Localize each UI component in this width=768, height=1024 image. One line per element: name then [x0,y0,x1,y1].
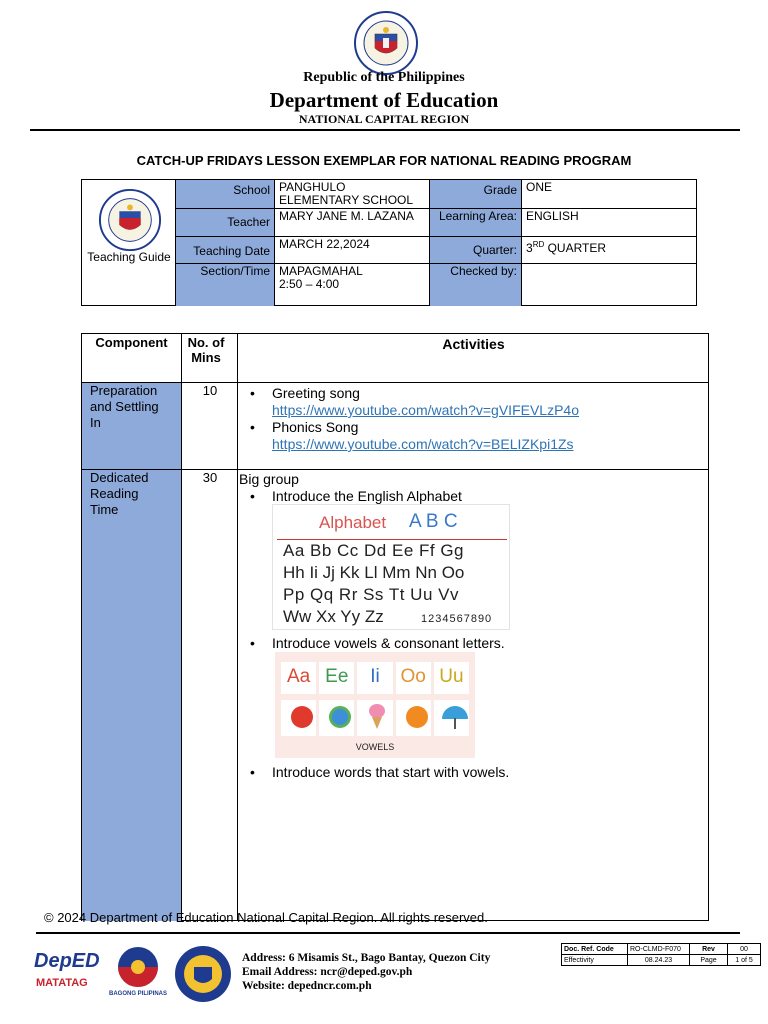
teacher-label: Teacher [176,209,275,237]
teacher-value: MARY JANE M. LAZANA [275,209,430,237]
alphabet-row: Ww Xx Yy Zz [283,607,384,626]
column-divider [237,334,238,921]
alphabet-row: Aa Bb Cc Dd Ee Ff Gg [283,541,465,560]
deped-ncr-seal-icon [174,945,232,1003]
effectivity-label: Effectivity [562,955,628,966]
deped-logo-text: DepED [34,950,100,972]
teaching-guide-logo-cell [82,180,176,306]
row-divider [82,469,709,470]
republic-heading: Republic of the Philippines [303,70,465,85]
matatag-logo-text: MATATAG [36,977,88,989]
bagong-pilipinas-logo [107,946,169,1002]
mins-reading-time: 30 [202,470,218,485]
activity-greeting-song: • Greeting song [272,385,360,402]
activities-header: Activities [442,336,505,352]
grade-value: ONE [522,180,697,209]
umbrella-icon [434,700,469,736]
column-divider [181,334,182,921]
row-divider [82,382,709,383]
quarter-number: 3 [526,241,533,255]
rev-value: 00 [728,944,760,955]
school-value: PANGHULO ELEMENTARY SCHOOL [275,180,430,209]
vowel-card: Uu [434,662,469,694]
quarter-value [522,237,697,264]
time-value: 2:50 – 4:00 [279,277,340,291]
component-header: Component [95,335,168,350]
section-time-value [275,264,430,306]
guide-line [277,539,507,540]
component-reading-time: Dedicated Reading Time [90,470,149,517]
footer-address: Address: 6 Misamis St., Bago Bantay, Quezon City [242,952,491,964]
school-label: School [176,180,275,209]
learning-area-label: Learning Area: [430,209,522,237]
quarter-text: QUARTER [544,241,607,255]
bagong-pilipinas-icon [117,946,159,988]
checked-by-label: Checked by: [430,264,522,306]
greeting-song-link[interactable]: https://www.youtube.com/watch?v=gVIFEVLzP4o [272,402,579,418]
vowels-chart-image [275,652,475,758]
section-value: MAPAGMAHAL [279,264,363,278]
earth-icon [319,700,354,736]
component-preparation [90,383,170,431]
vowel-card: Ee [319,662,354,694]
vowel-card: Ii [357,662,392,694]
activity-vowels-consonants: • Introduce vowels & consonant letters. [272,635,505,652]
vowels-caption: VOWELS [355,742,395,752]
region-heading: NATIONAL CAPITAL REGION [298,112,470,126]
ice-cream-icon [357,700,392,736]
deped-matatag-logo [34,950,104,1000]
teaching-date-value: MARCH 22,2024 [275,237,430,264]
mins-header: No. of Mins [187,335,225,365]
activity-vowel-words: • Introduce words that start with vowels. [272,764,509,781]
teaching-guide-label: Teaching Guide [87,250,171,264]
activity-phonics-song: • Phonics Song [272,419,358,436]
footer-divider [36,932,740,934]
copyright-text: © 2024 Department of Education National Capital Region. All rights reserved. [44,910,488,925]
document-title: CATCH-UP FRIDAYS LESSON EXEMPLAR FOR NATIONAL READING PROGRAM [136,153,632,168]
teaching-guide-info-table [81,179,697,306]
learning-area-value: ENGLISH [522,209,697,237]
footer-email: Email Address: ncr@deped.gov.ph [242,966,413,978]
doc-ref-value: RO-CLMD-F070 [628,944,690,955]
quarter-suffix: RD [532,240,545,249]
header-divider [30,129,740,131]
mins-preparation: 10 [202,383,218,398]
document-control-table [561,943,761,966]
apple-icon [281,700,316,736]
alphabet-row: Hh Ii Jj Kk Ll Mm Nn Oo [283,563,465,582]
page-value: 1 of 5 [735,957,753,964]
quarter-label: Quarter: [430,237,522,264]
big-group-label: Big group [239,471,299,487]
bagong-pilipinas-text: BAGONG PILIPINAS [108,991,167,997]
footer-website: Website: depedncr.com.ph [242,980,372,992]
effectivity-value: 08.24.23 [628,955,690,966]
section-time-label: Section/Time [176,264,275,306]
alphabet-row: Pp Qq Rr Ss Tt Uu Vv [283,585,459,604]
department-heading: Department of Education [269,88,499,112]
alphabet-digits: 1234567890 [421,613,493,625]
orange-icon [396,700,431,736]
vowel-card: Aa [281,662,316,694]
checked-by-value [522,264,697,306]
vowel-card: Oo [396,662,431,694]
grade-label: Grade [430,180,522,209]
deped-seal-icon [98,188,162,252]
alphabet-chart-image [272,504,510,630]
activity-alphabet: • Introduce the English Alphabet [272,488,462,505]
vowel-picture-row [281,700,469,736]
component-text: Preparation and Settling In [90,383,159,430]
alphabet-abc: A B C [409,511,458,532]
component-column-fill [82,383,182,921]
vowel-letter-row [281,662,469,694]
doc-ref-label: Doc. Ref. Code [562,944,628,955]
deped-seal-icon [353,10,419,76]
alphabet-title: Alphabet [319,513,387,532]
phonics-song-link[interactable]: https://www.youtube.com/watch?v=BELIZKpi1Zs [272,436,574,452]
page-label: Page [690,955,728,966]
teaching-date-label: Teaching Date [176,237,275,264]
rev-label: Rev [690,944,728,955]
